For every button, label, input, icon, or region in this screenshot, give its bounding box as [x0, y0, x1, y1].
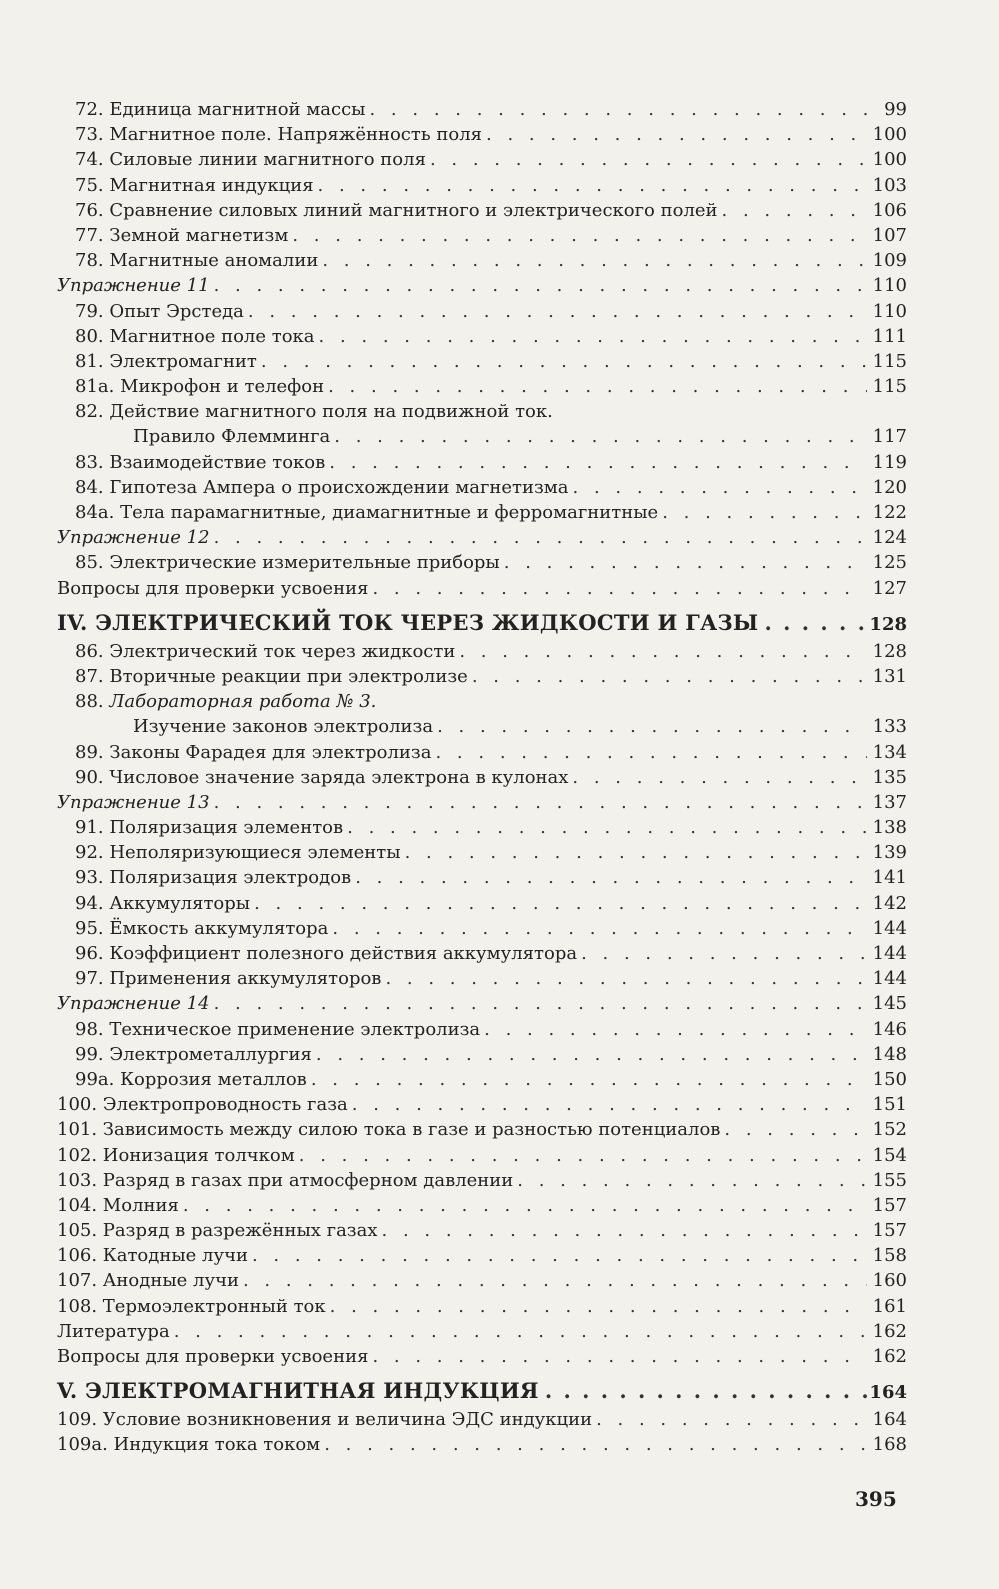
leader-dots — [183, 1193, 867, 1218]
toc-page-number: 110 — [872, 275, 907, 297]
toc-entry — [57, 97, 907, 122]
toc-entry — [57, 173, 907, 198]
toc-entry-title: 84а. Тела парамагнитные, диамагнитные и ферромагнитные — [75, 502, 659, 523]
leader-dots — [329, 450, 867, 475]
toc-entry-title: Изучение законов электролиза — [133, 716, 434, 738]
leader-dots — [324, 1432, 867, 1457]
toc-page-number: 122 — [872, 502, 907, 523]
toc-page-number: 119 — [872, 451, 907, 473]
toc-entry — [57, 223, 907, 248]
toc-entry-title: 103. Разряд в газах при атмосферном давлении — [57, 1169, 514, 1191]
toc-entry-title: 81. Электромагнит — [75, 350, 257, 372]
leader-dots — [405, 840, 867, 865]
toc-entry-title: 82. Действие магнитного поля на подвижной ток. — [75, 401, 553, 423]
toc-entry-plain — [57, 1344, 907, 1369]
toc-entry — [57, 550, 907, 575]
toc-entry-title: 76. Сравнение силовых линий магнитного и электрического полей — [75, 199, 718, 221]
toc-entry — [57, 1067, 907, 1092]
toc-page-number: 109 — [872, 250, 907, 272]
leader-dots — [319, 324, 867, 349]
toc-entry-title: 89. Законы Фарадея для электролиза — [75, 741, 432, 763]
leader-dots — [332, 916, 867, 941]
toc-page-number: 155 — [872, 1169, 907, 1191]
toc-entry-title: 93. Поляризация электродов — [75, 867, 352, 889]
toc-entry — [57, 891, 907, 916]
leader-dots — [174, 1319, 867, 1344]
toc-entry-title: 83. Взаимодействие токов — [75, 451, 326, 473]
toc-page-number: 124 — [872, 527, 907, 549]
toc-page-number: 131 — [872, 665, 907, 687]
leader-dots — [722, 198, 867, 223]
toc-entry — [57, 122, 907, 147]
toc-entry-title: 107. Анодные лучи — [57, 1270, 239, 1292]
toc-page-number: 103 — [872, 174, 907, 196]
toc-entry-title: 102. Ионизация толчком — [57, 1144, 295, 1166]
toc-entry — [57, 639, 907, 664]
toc-page-number: 154 — [872, 1144, 907, 1166]
leader-dots — [214, 525, 867, 550]
toc-page-number: 134 — [872, 741, 907, 763]
toc-entry-title: 109а. Индукция тока током — [57, 1434, 321, 1456]
leader-dots — [382, 1218, 867, 1243]
toc-page-number: 120 — [872, 476, 907, 498]
leader-dots — [484, 1017, 867, 1042]
toc-page-number: 106 — [872, 199, 907, 221]
leader-dots — [385, 966, 867, 991]
toc-page-number: 128 — [872, 640, 907, 662]
toc-entry-continuation — [57, 714, 907, 739]
toc-entry-title: 98. Техническое применение электролиза — [75, 1018, 481, 1040]
leader-dots — [662, 500, 867, 525]
leader-dots — [430, 147, 867, 172]
leader-dots — [214, 991, 867, 1016]
leader-dots — [318, 173, 867, 198]
leader-dots — [545, 1375, 870, 1407]
toc-entry-title: Правило Флемминга — [133, 426, 331, 448]
toc-page-number: 144 — [872, 917, 907, 939]
toc-page-number: 164 — [869, 1382, 907, 1404]
toc-entry-title: V. ЭЛЕКТРОМАГНИТНАЯ ИНДУКЦИЯ — [57, 1378, 539, 1404]
toc-page-number: 115 — [872, 350, 907, 372]
toc-exercise — [57, 991, 907, 1016]
toc-entry-title: 87. Вторичные реакции при электролизе — [75, 665, 468, 687]
toc-page-number: 158 — [872, 1245, 907, 1267]
toc-entry — [57, 374, 907, 399]
toc-page-number: 135 — [872, 766, 907, 788]
toc-entry-continuation — [57, 424, 907, 449]
toc-page-number: 111 — [872, 325, 907, 347]
toc-entry-title: Вопросы для проверки усвоения — [57, 577, 369, 599]
leader-dots — [435, 740, 867, 765]
toc-page-number: 115 — [872, 376, 907, 398]
toc-entry-title: 92. Неполяризующиеся элементы — [75, 842, 401, 864]
toc-entry-title: 97. Применения аккумуляторов — [75, 968, 382, 990]
toc-entry-title: 85. Электрические измерительные приборы — [75, 552, 500, 574]
toc-page-number: 150 — [872, 1068, 907, 1090]
toc-entry-title: Упражнение 13 — [57, 791, 210, 813]
leader-dots — [334, 424, 867, 449]
toc-page-number: 127 — [872, 577, 907, 599]
leader-dots — [292, 223, 867, 248]
leader-dots — [472, 664, 867, 689]
toc-entry — [57, 865, 907, 890]
toc-entry-title: 81а. Микрофон и телефон — [75, 376, 325, 398]
leader-dots — [764, 607, 869, 639]
toc-page-number: 125 — [872, 552, 907, 574]
toc-entry-title: 90. Числовое значение заряда электрона в кулонах — [75, 766, 569, 788]
toc-entry — [57, 840, 907, 865]
toc-entry — [57, 1218, 907, 1243]
toc-page-number: 151 — [872, 1094, 907, 1116]
toc-page-number: 161 — [872, 1295, 907, 1317]
leader-dots — [572, 765, 867, 790]
toc-page-number: 128 — [869, 613, 907, 635]
toc-entry-title: 106. Катодные лучи — [57, 1245, 248, 1267]
toc-entry — [57, 1294, 907, 1319]
toc-entry-title: 105. Разряд в разрежённых газах — [57, 1220, 378, 1242]
toc-page-number: 162 — [872, 1346, 907, 1367]
leader-dots — [369, 97, 867, 122]
toc-entry — [57, 941, 907, 966]
leader-dots — [254, 891, 867, 916]
toc-entry — [57, 349, 907, 374]
toc-entry — [57, 450, 907, 475]
toc-entry — [57, 324, 907, 349]
leader-dots — [261, 349, 867, 374]
table-of-contents — [57, 97, 907, 1458]
leader-dots — [214, 273, 867, 298]
leader-dots — [573, 475, 867, 500]
toc-entry-title: 84. Гипотеза Ампера о происхождении магнетизма — [75, 476, 569, 498]
toc-page-number: 133 — [872, 716, 907, 738]
toc-exercise — [57, 273, 907, 298]
toc-page-number: 137 — [872, 791, 907, 813]
leader-dots — [486, 122, 867, 147]
toc-entry-title: 101. Зависимость между силою тока в газе и разностью потенциалов — [57, 1119, 721, 1141]
toc-entry-title — [57, 689, 376, 714]
leader-dots — [355, 865, 867, 890]
toc-page-number: 152 — [872, 1119, 907, 1141]
toc-entry-title: 74. Силовые линии магнитного поля — [75, 149, 426, 171]
leader-dots — [299, 1143, 867, 1168]
toc-entry-title: 108. Термоэлектронный ток — [57, 1295, 326, 1317]
toc-entry-title: IV. ЭЛЕКТРИЧЕСКИЙ ТОК ЧЕРЕЗ ЖИДКОСТИ И ГАЗЫ — [57, 609, 759, 635]
toc-entry-title: Упражнение 11 — [57, 275, 210, 297]
leader-dots — [322, 248, 867, 273]
toc-entry — [57, 1407, 907, 1432]
leader-dots — [372, 1344, 867, 1369]
toc-page-number: 117 — [872, 426, 907, 448]
toc-page-number: 107 — [872, 224, 907, 246]
leader-dots — [311, 1067, 867, 1092]
toc-entry — [57, 1143, 907, 1168]
toc-entry-title: 104. Молния — [57, 1194, 179, 1216]
toc-entry — [57, 1092, 907, 1117]
toc-entry-number: 88. — [75, 691, 110, 713]
leader-dots — [459, 639, 867, 664]
toc-entry — [57, 475, 907, 500]
toc-entry — [57, 1042, 907, 1067]
leader-dots — [517, 1168, 867, 1193]
toc-entry — [57, 1268, 907, 1293]
leader-dots — [347, 815, 867, 840]
toc-entry-title: 94. Аккумуляторы — [75, 892, 251, 914]
toc-entry-title: 80. Магнитное поле тока — [75, 325, 315, 347]
toc-entry-lab-title: Лабораторная работа № 3. — [109, 691, 377, 713]
toc-entry — [57, 1117, 907, 1142]
toc-entry — [57, 815, 907, 840]
leader-dots — [328, 374, 867, 399]
leader-dots — [248, 299, 867, 324]
leader-dots — [437, 714, 867, 739]
toc-exercise — [57, 790, 907, 815]
leader-dots — [724, 1117, 867, 1142]
toc-page-number: 100 — [872, 149, 907, 171]
toc-page-number: 157 — [872, 1220, 907, 1242]
toc-page-number: 110 — [872, 300, 907, 322]
toc-page-number: 142 — [872, 892, 907, 914]
toc-entry — [57, 299, 907, 324]
toc-entry-title: 91. Поляризация элементов — [75, 817, 344, 839]
toc-page-number: 138 — [872, 817, 907, 839]
toc-entry — [57, 1017, 907, 1042]
toc-entry-title: Упражнение 14 — [57, 993, 210, 1015]
toc-entry — [57, 740, 907, 765]
toc-entry — [57, 1193, 907, 1218]
toc-page-number: 148 — [872, 1043, 907, 1065]
leader-dots — [330, 1294, 867, 1319]
toc-entry-title: Упражнение 12 — [57, 527, 210, 549]
toc-entry-plain — [57, 1319, 907, 1344]
toc-entry-title: 77. Земной магнетизм — [75, 224, 289, 246]
toc-page-number: 144 — [872, 943, 907, 964]
toc-entry-title: Литература — [57, 1320, 170, 1342]
toc-page-number: 144 — [872, 968, 907, 990]
toc-page-number: 160 — [872, 1270, 907, 1292]
toc-entry — [57, 500, 907, 525]
leader-dots — [372, 576, 867, 601]
toc-entry — [57, 916, 907, 941]
section-heading — [57, 1375, 907, 1407]
leader-dots — [214, 790, 867, 815]
toc-page-number: 141 — [872, 867, 907, 889]
toc-entry-title: 75. Магнитная индукция — [75, 174, 314, 196]
toc-entry-title: 100. Электропроводность газа — [57, 1094, 348, 1116]
toc-page-number: 99 — [884, 99, 907, 120]
toc-page-number: 157 — [872, 1194, 907, 1216]
toc-entry — [57, 1432, 907, 1457]
toc-entry-title: 86. Электрический ток через жидкости — [75, 640, 456, 662]
toc-entry-lab — [57, 689, 907, 714]
toc-entry-title: 95. Ёмкость аккумулятора — [75, 917, 329, 939]
leader-dots — [581, 941, 867, 966]
toc-page-number: 168 — [872, 1434, 907, 1456]
toc-page-number: 162 — [872, 1320, 907, 1342]
toc-entry — [57, 765, 907, 790]
toc-page-number: 164 — [872, 1409, 907, 1431]
toc-entry-title: 73. Магнитное поле. Напряжённость поля — [75, 124, 482, 146]
toc-entry-title: 96. Коэффициент полезного действия аккумулятора — [75, 943, 578, 964]
toc-page-number: 139 — [872, 842, 907, 864]
toc-entry-plain — [57, 576, 907, 601]
toc-page-number: 145 — [872, 993, 907, 1015]
toc-entry — [57, 664, 907, 689]
toc-entry-title: 79. Опыт Эрстеда — [75, 300, 244, 322]
toc-entry — [57, 147, 907, 172]
toc-page-number: 100 — [872, 124, 907, 146]
toc-entry-title: 78. Магнитные аномалии — [75, 250, 319, 272]
toc-page-number: 146 — [872, 1018, 907, 1040]
toc-entry — [57, 198, 907, 223]
toc-entry-title: 99а. Коррозия металлов — [75, 1068, 307, 1090]
toc-entry — [57, 248, 907, 273]
toc-exercise — [57, 525, 907, 550]
toc-entry-title: Вопросы для проверки усвоения — [57, 1346, 369, 1367]
leader-dots — [352, 1092, 867, 1117]
leader-dots — [596, 1407, 867, 1432]
section-heading — [57, 607, 907, 639]
leader-dots — [252, 1243, 867, 1268]
toc-entry — [57, 1243, 907, 1268]
toc-entry — [57, 966, 907, 991]
leader-dots — [504, 550, 867, 575]
page-number: 395 — [855, 1487, 897, 1511]
toc-entry — [57, 399, 907, 424]
toc-entry-title: 109. Условие возникновения и величина ЭДС индукции — [57, 1409, 593, 1431]
leader-dots — [316, 1042, 867, 1067]
toc-entry-title: 99. Электрометаллургия — [75, 1043, 312, 1065]
toc-entry-title: 72. Единица магнитной массы — [75, 99, 366, 120]
toc-entry — [57, 1168, 907, 1193]
leader-dots — [243, 1268, 867, 1293]
